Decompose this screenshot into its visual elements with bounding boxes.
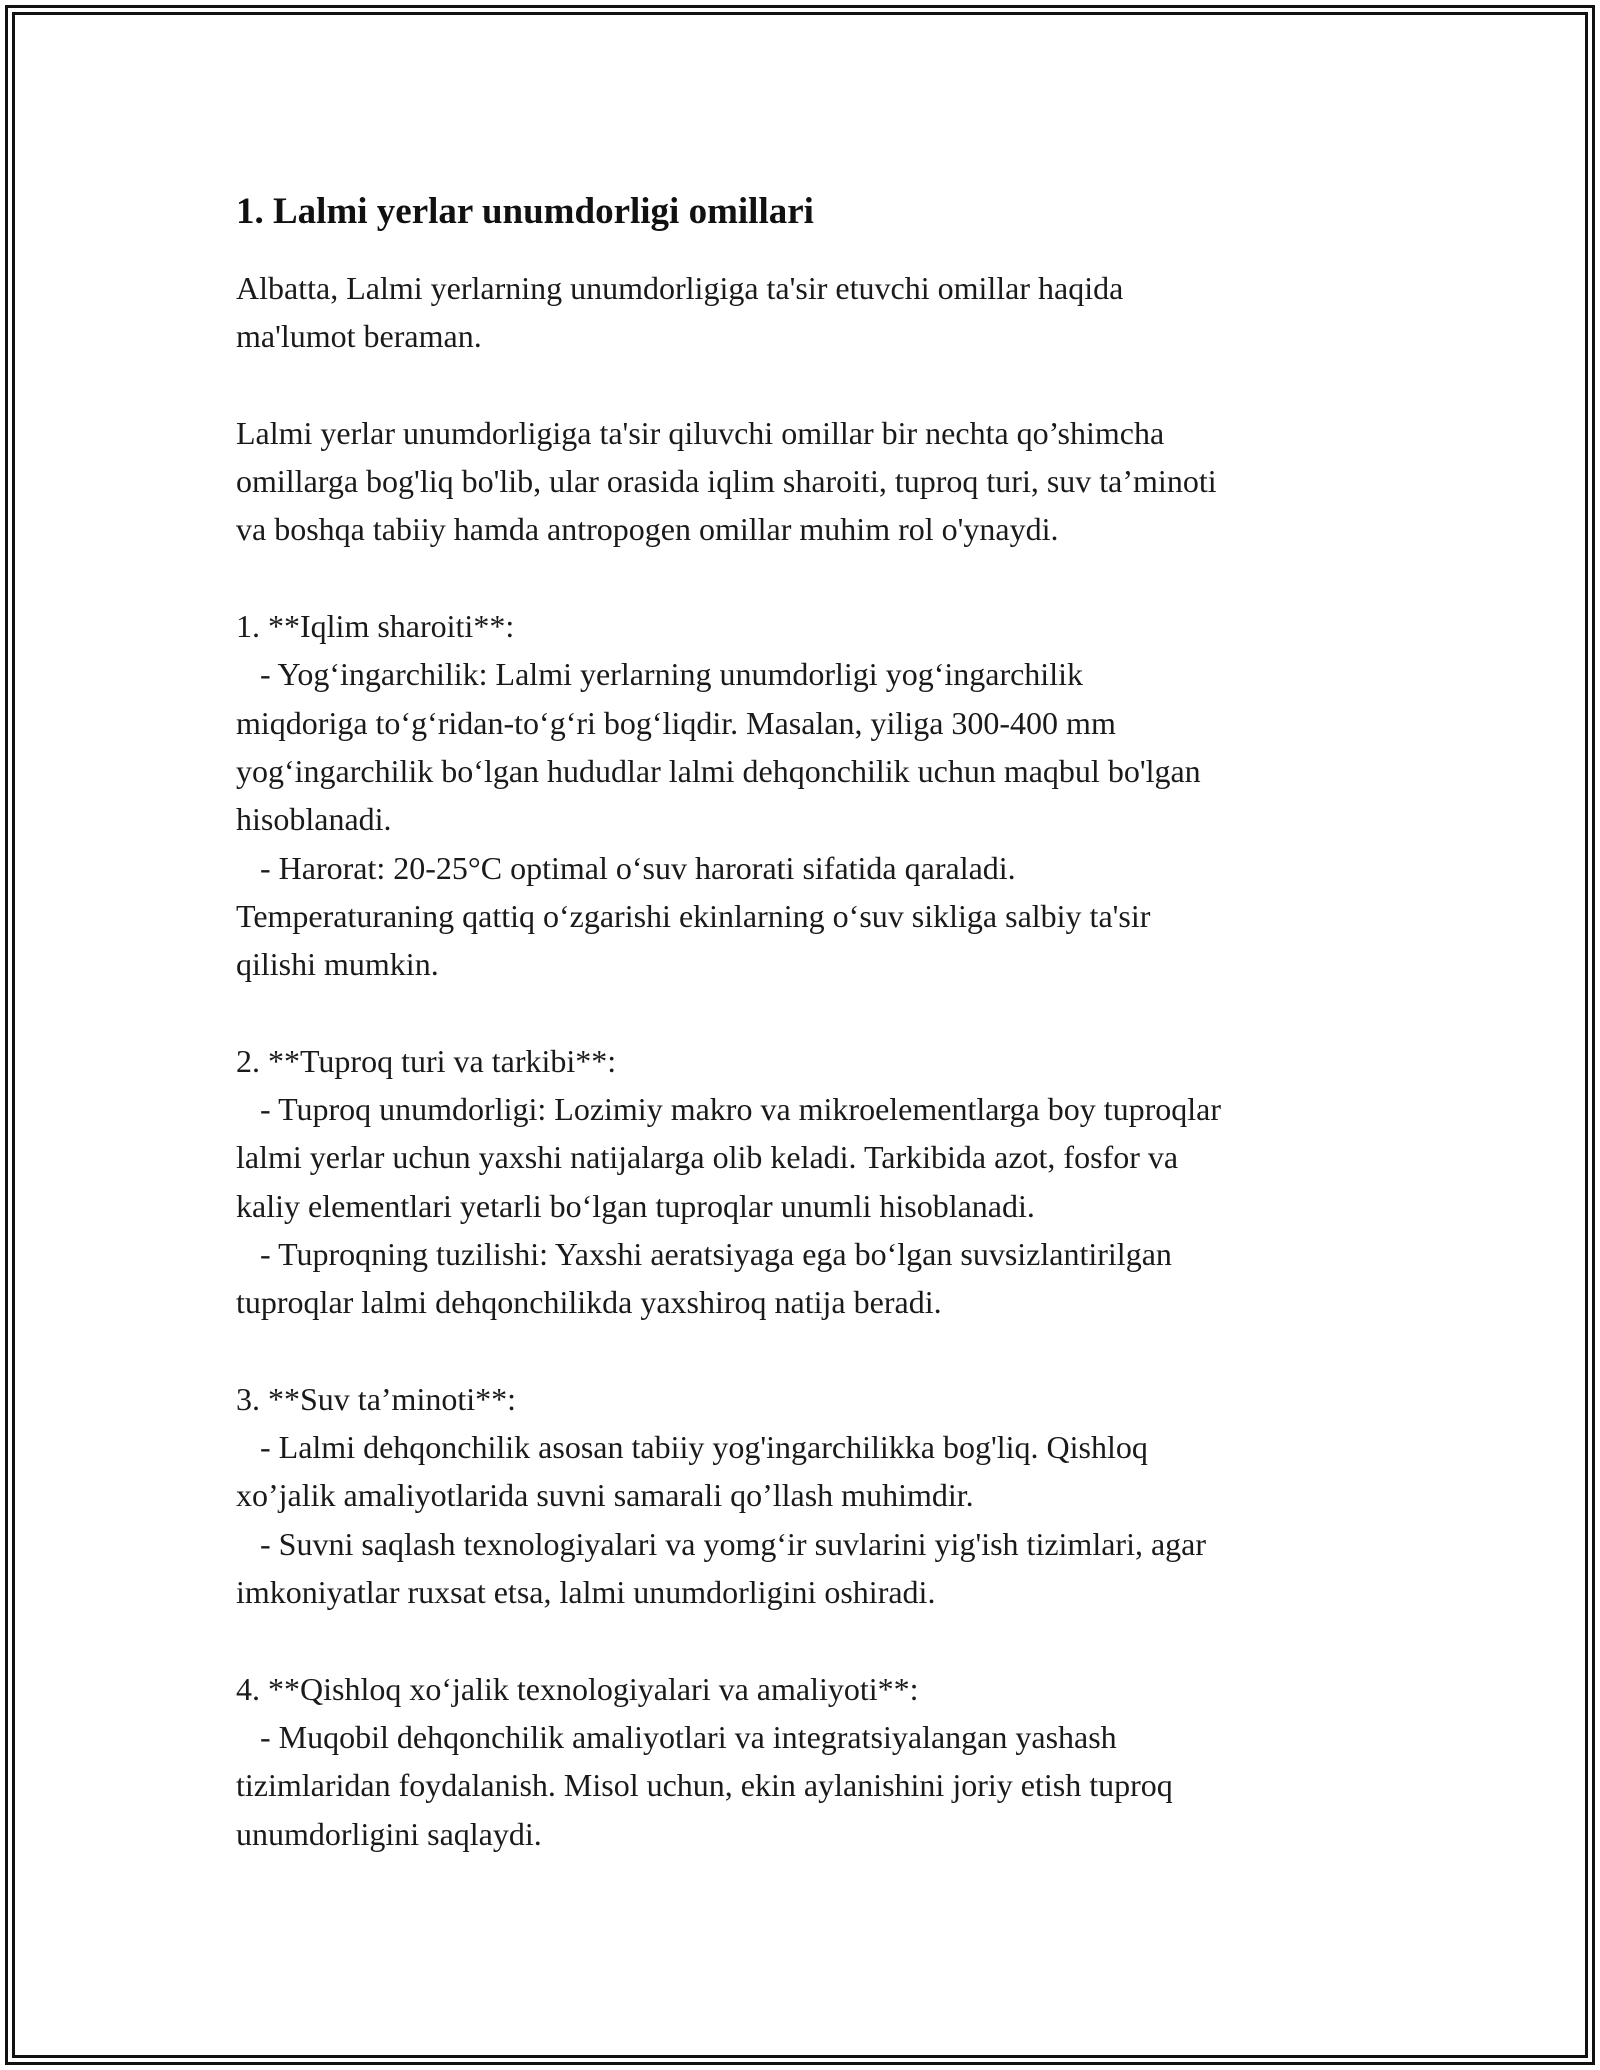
- paragraph-gap: [236, 361, 1386, 409]
- intro-paragraph: Albatta, Lalmi yerlarning unumdorligiga ta'sir etuvchi omillar haqida ma'lumot beraman.: [236, 270, 1124, 355]
- section-body-soil: - Tuproq unumdorligi: Lozimiy makro va mikroelementlarga boy tuproqlar lalmi yerlar uchun yaxshi natijalarga olib keladi. Tarkibida azot, fosfor va kaliy elementlari yetarli bo‘lgan tuproqlar unumli hisoblanadi. - Tuproqning tuzilishi: Yaxshi aeratsiyaga ega bo‘lgan suvsizlantirilgan tuproqlar lalmi dehqonchilikda yaxshiroq natija beradi.: [236, 1091, 1222, 1321]
- overview-paragraph: Lalmi yerlar unumdorligiga ta'sir qiluvchi omillar bir nechta qo’shimcha omillarga bog'liq bo'lib, ular orasida iqlim sharoiti, tuproq turi, suv ta’minoti va boshqa tabiiy hamda antropogen omillar muhim rol o'ynaydi.: [236, 414, 1217, 548]
- paragraph-gap: [236, 1616, 1386, 1664]
- section-heading-agritech: 4. **Qishloq xo‘jalik texnologiyalari va amaliyoti**:: [236, 1670, 919, 1707]
- section-body-climate: - Yog‘ingarchilik: Lalmi yerlarning unumdorligi yog‘ingarchilik miqdoriga to‘g‘ridan-to‘g‘ri bog‘liqdir. Masalan, yiliga 300-400 mm yog‘ingarchilik bo‘lgan hududlar lalmi dehqonchilik uchun maqbul bo'lgan hisoblanadi. - Harorat: 20-25°C optimal o‘suv harorati sifatida qaraladi. Temperaturaning qattiq o‘zgarishi ekinlarning o‘suv sikliga salbiy ta'sir qilishi mumkin.: [236, 656, 1201, 983]
- section-heading-climate: 1. **Iqlim sharoiti**:: [236, 608, 515, 645]
- section-heading-soil: 2. **Tuproq turi va tarkibi**:: [236, 1042, 617, 1079]
- paragraph-gap: [236, 988, 1386, 1036]
- paragraph-gap: [236, 554, 1386, 602]
- section-body-water: - Lalmi dehqonchilik asosan tabiiy yog'ingarchilikka bog'liq. Qishloq xo’jalik amaliyotlarida suvni samarali qo’llash muhimdir. - Suvni saqlash texnologiyalari va yomg‘ir suvlarini yig'ish tizimlari, agar imkoniyatlar ruxsat etsa, lalmi unumdorligini oshiradi.: [236, 1429, 1207, 1611]
- section-body-agritech: - Muqobil dehqonchilik amaliyotlari va integratsiyalangan yashash tizimlaridan foydalanish. Misol uchun, ekin aylanishini joriy etish tuproq unumdorligini saqlaydi.: [236, 1718, 1173, 1852]
- document-body: [236, 188, 1386, 1858]
- document-title: 1. Lalmi yerlar unumdorligi omillari: [236, 191, 814, 232]
- paragraph-gap: [236, 1327, 1386, 1375]
- section-heading-water: 3. **Suv ta’minoti**:: [236, 1380, 516, 1417]
